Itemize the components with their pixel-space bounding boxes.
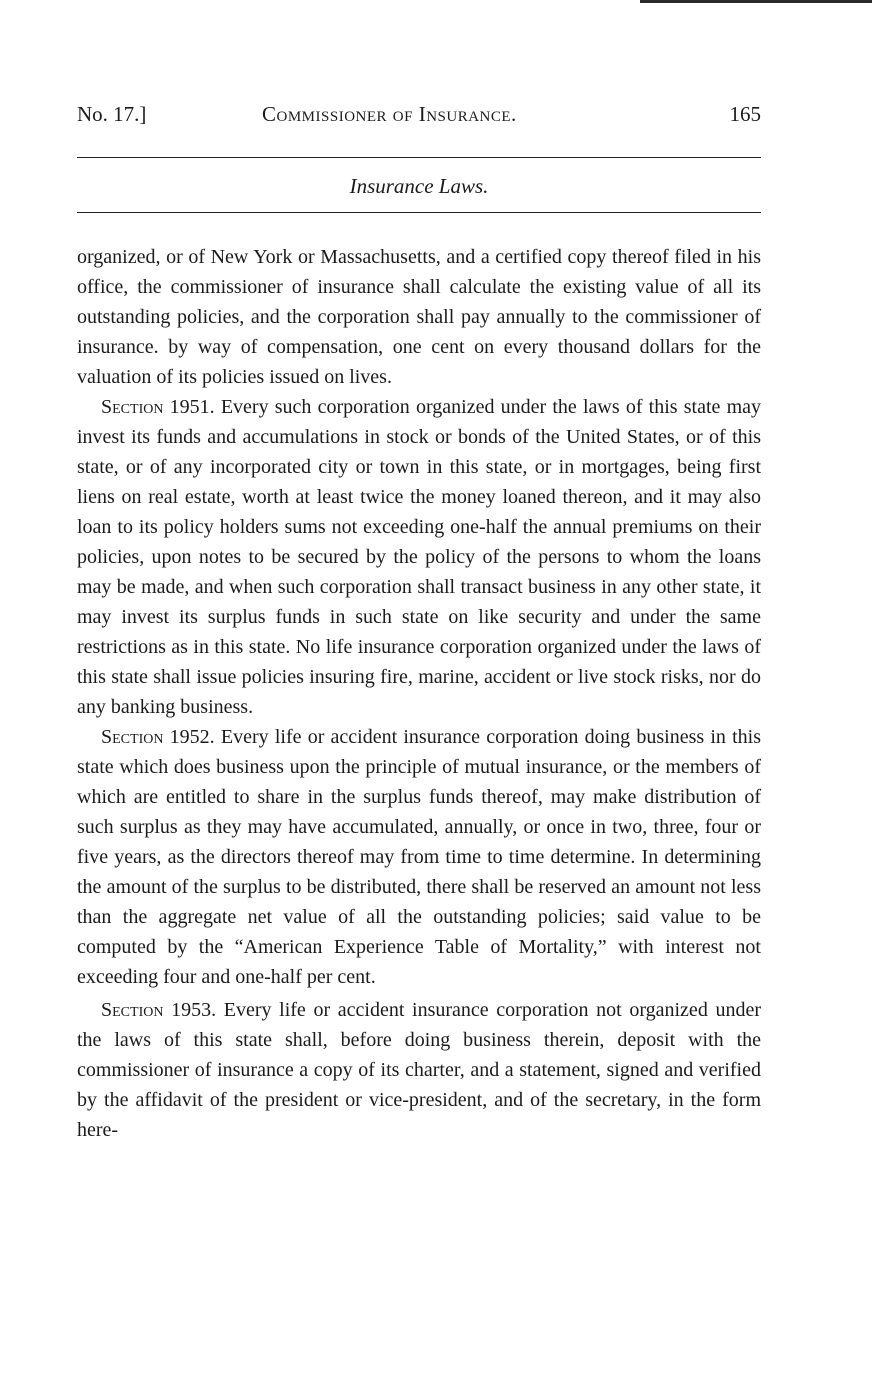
section-subheader: Insurance Laws. [349, 174, 489, 198]
paragraph-continued [77, 242, 761, 392]
header-rule-top [77, 157, 761, 158]
paragraph-section-1951 [77, 392, 761, 722]
running-header [77, 102, 761, 132]
section-label: Section 1953. [101, 999, 217, 1021]
paragraph-section-1952 [77, 722, 761, 992]
section-label: Section 1951. [101, 396, 215, 418]
paragraph-section-1953 [77, 995, 761, 1145]
section-label: Section 1952. [101, 726, 215, 748]
paragraph-text: Every life or accident insurance corporation not organized under the laws of this state shall, before doing business therein, deposit with the commissioner of insurance a copy of its charter, and a statement, signed and verified by the affidavit of the president or vice-president, and of the secretary, in the form here- [77, 999, 761, 1141]
body-text [77, 242, 761, 1145]
paragraph-text: Every life or accident insurance corporation doing business in this state which does business upon the principle of mutual insurance, or the members of which are entitled to share in the surplus funds thereof, may make distribution of such surplus as they may have accumulated, annually, or once in two, three, four or five years, as the directors thereof may from time to time determine. In determining the amount of the surplus to be distributed, there shall be reserved an amount not less than the aggregate net value of all the outstanding policies; said value to be computed by the “American Experience Table of Mortality,” with interest not exceeding four and one-half per cent. [77, 726, 762, 988]
page-number: 165 [729, 102, 761, 126]
paragraph-text: organized, or of New York or Massachusetts, and a certified copy thereof filed in his office, the commissioner of insurance shall calculate the existing value of all its outstanding policies, and the corporation shall pay annually to the commissioner of insurance. by way of compensation, one cent on every thousand dollars for the valuation of its policies issued on lives. [77, 246, 761, 388]
paragraph-text: Every such corporation organized under the laws of this state may invest its funds and accumulations in stock or bonds of the United States, or of this state, or of any incorporated city or town in this state, or in mortgages, being first liens on real estate, worth at least twice the money loaned thereon, and it may also loan to its policy holders sums not exceeding one-half the annual premiums on their policies, upon notes to be secured by the policy of the persons to whom the loans may be made, and when such corporation shall transact business in any other state, it may invest its surplus funds in such state on like security and under the same restrictions as in this state. No life insurance corporation organized under the laws of this state shall issue policies insuring fire, marine, accident or live stock risks, nor do any banking business. [77, 396, 762, 718]
header-rule-bottom [77, 212, 761, 213]
document-number: No. 17.] [77, 102, 147, 126]
running-title: Commissioner of Insurance. [262, 102, 517, 126]
page-top-edge [640, 0, 872, 3]
